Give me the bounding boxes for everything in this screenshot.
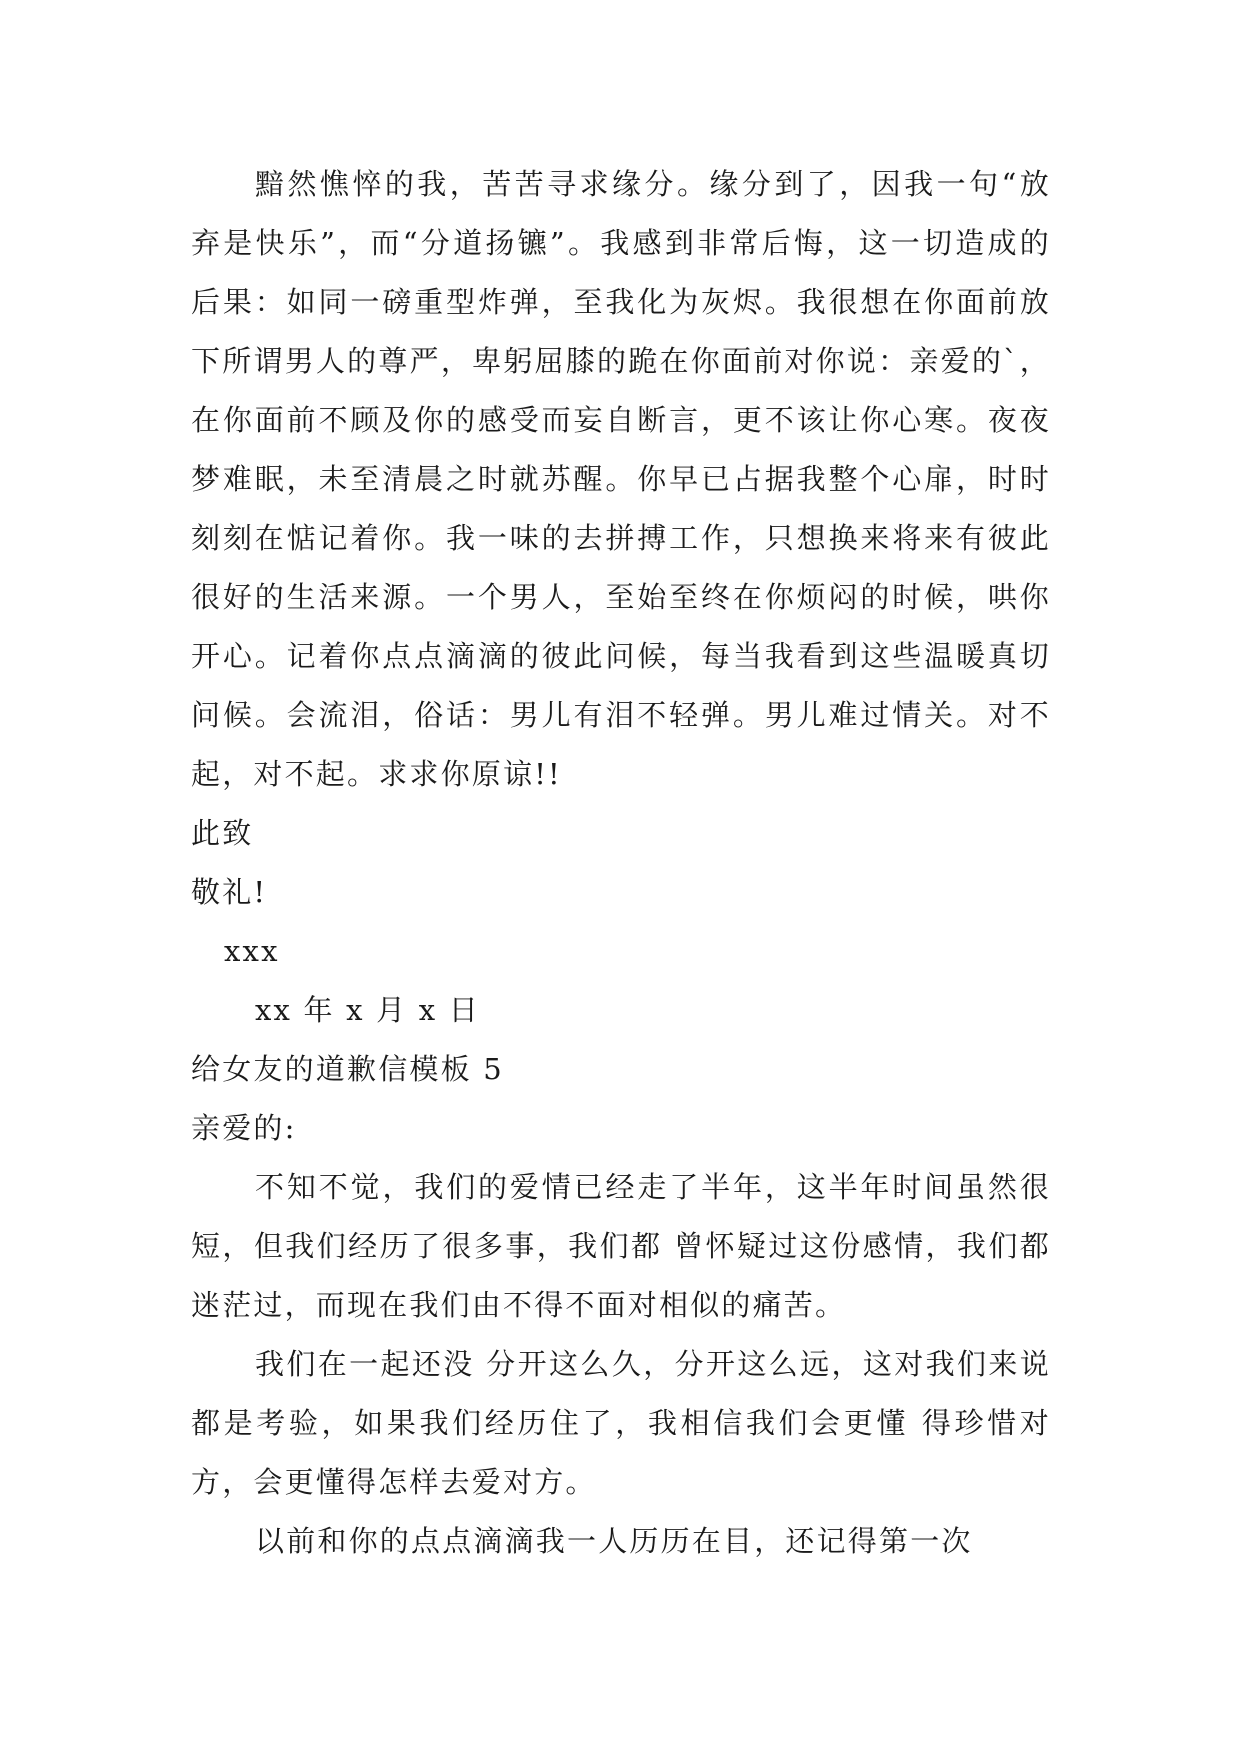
closing-line-1: 此致 — [191, 816, 254, 850]
letter-paragraph-1: 黯然憔悴的我，苦苦寻求缘分。缘分到了，因我一句“放弃是快乐”，而“分道扬镳”。我感到非常后悔，这一切造成的后果：如同一磅重型炸弹，至我化为灰烬。我很想在你面前放下所谓男人的尊严，卑躬屈膝的跪在你面前对你说：亲爱的`，在你面前不顾及你的感受而妄自断言，更不该让你心寒。夜夜梦难眠，未至清晨之时就苏醒。你早已占据我整个心扉，时时刻刻在惦记着你。我一味的去拼搏工作，只想换来将来有彼此很好的生活来源。一个男人，至始至终在你烦闷的时候，哄你开心。记着你点点滴滴的彼此问候，每当我看到这些温暖真切问候。会流泪，俗话：男儿有泪不轻弹。男儿难过情关。对不起，对不起。求求你原谅!! — [191, 167, 1051, 791]
body-paragraph-3: 以前和你的点点滴滴我一人历历在目，还记得第一次 — [255, 1524, 973, 1558]
signature-date: xx 年 x 月 x 日 — [255, 993, 480, 1027]
document-content — [191, 155, 1051, 1571]
closing-line-2: 敬礼! — [191, 875, 268, 909]
signature-name: xxx — [224, 934, 280, 968]
body-paragraph-2: 我们在一起还没 分开这么久，分开这么远，这对我们来说都是考验，如果我们经历住了，我相信我们会更懂 得珍惜对方，会更懂得怎样去爱对方。 — [191, 1347, 1051, 1499]
section-title: 给女友的道歉信模板 5 — [191, 1052, 504, 1086]
body-paragraph-1: 不知不觉，我们的爱情已经走了半年，这半年时间虽然很短，但我们经历了很多事，我们都 曾怀疑过这份感情，我们都迷茫过，而现在我们由不得不面对相似的痛苦。 — [191, 1170, 1051, 1322]
salutation: 亲爱的: — [191, 1111, 297, 1145]
